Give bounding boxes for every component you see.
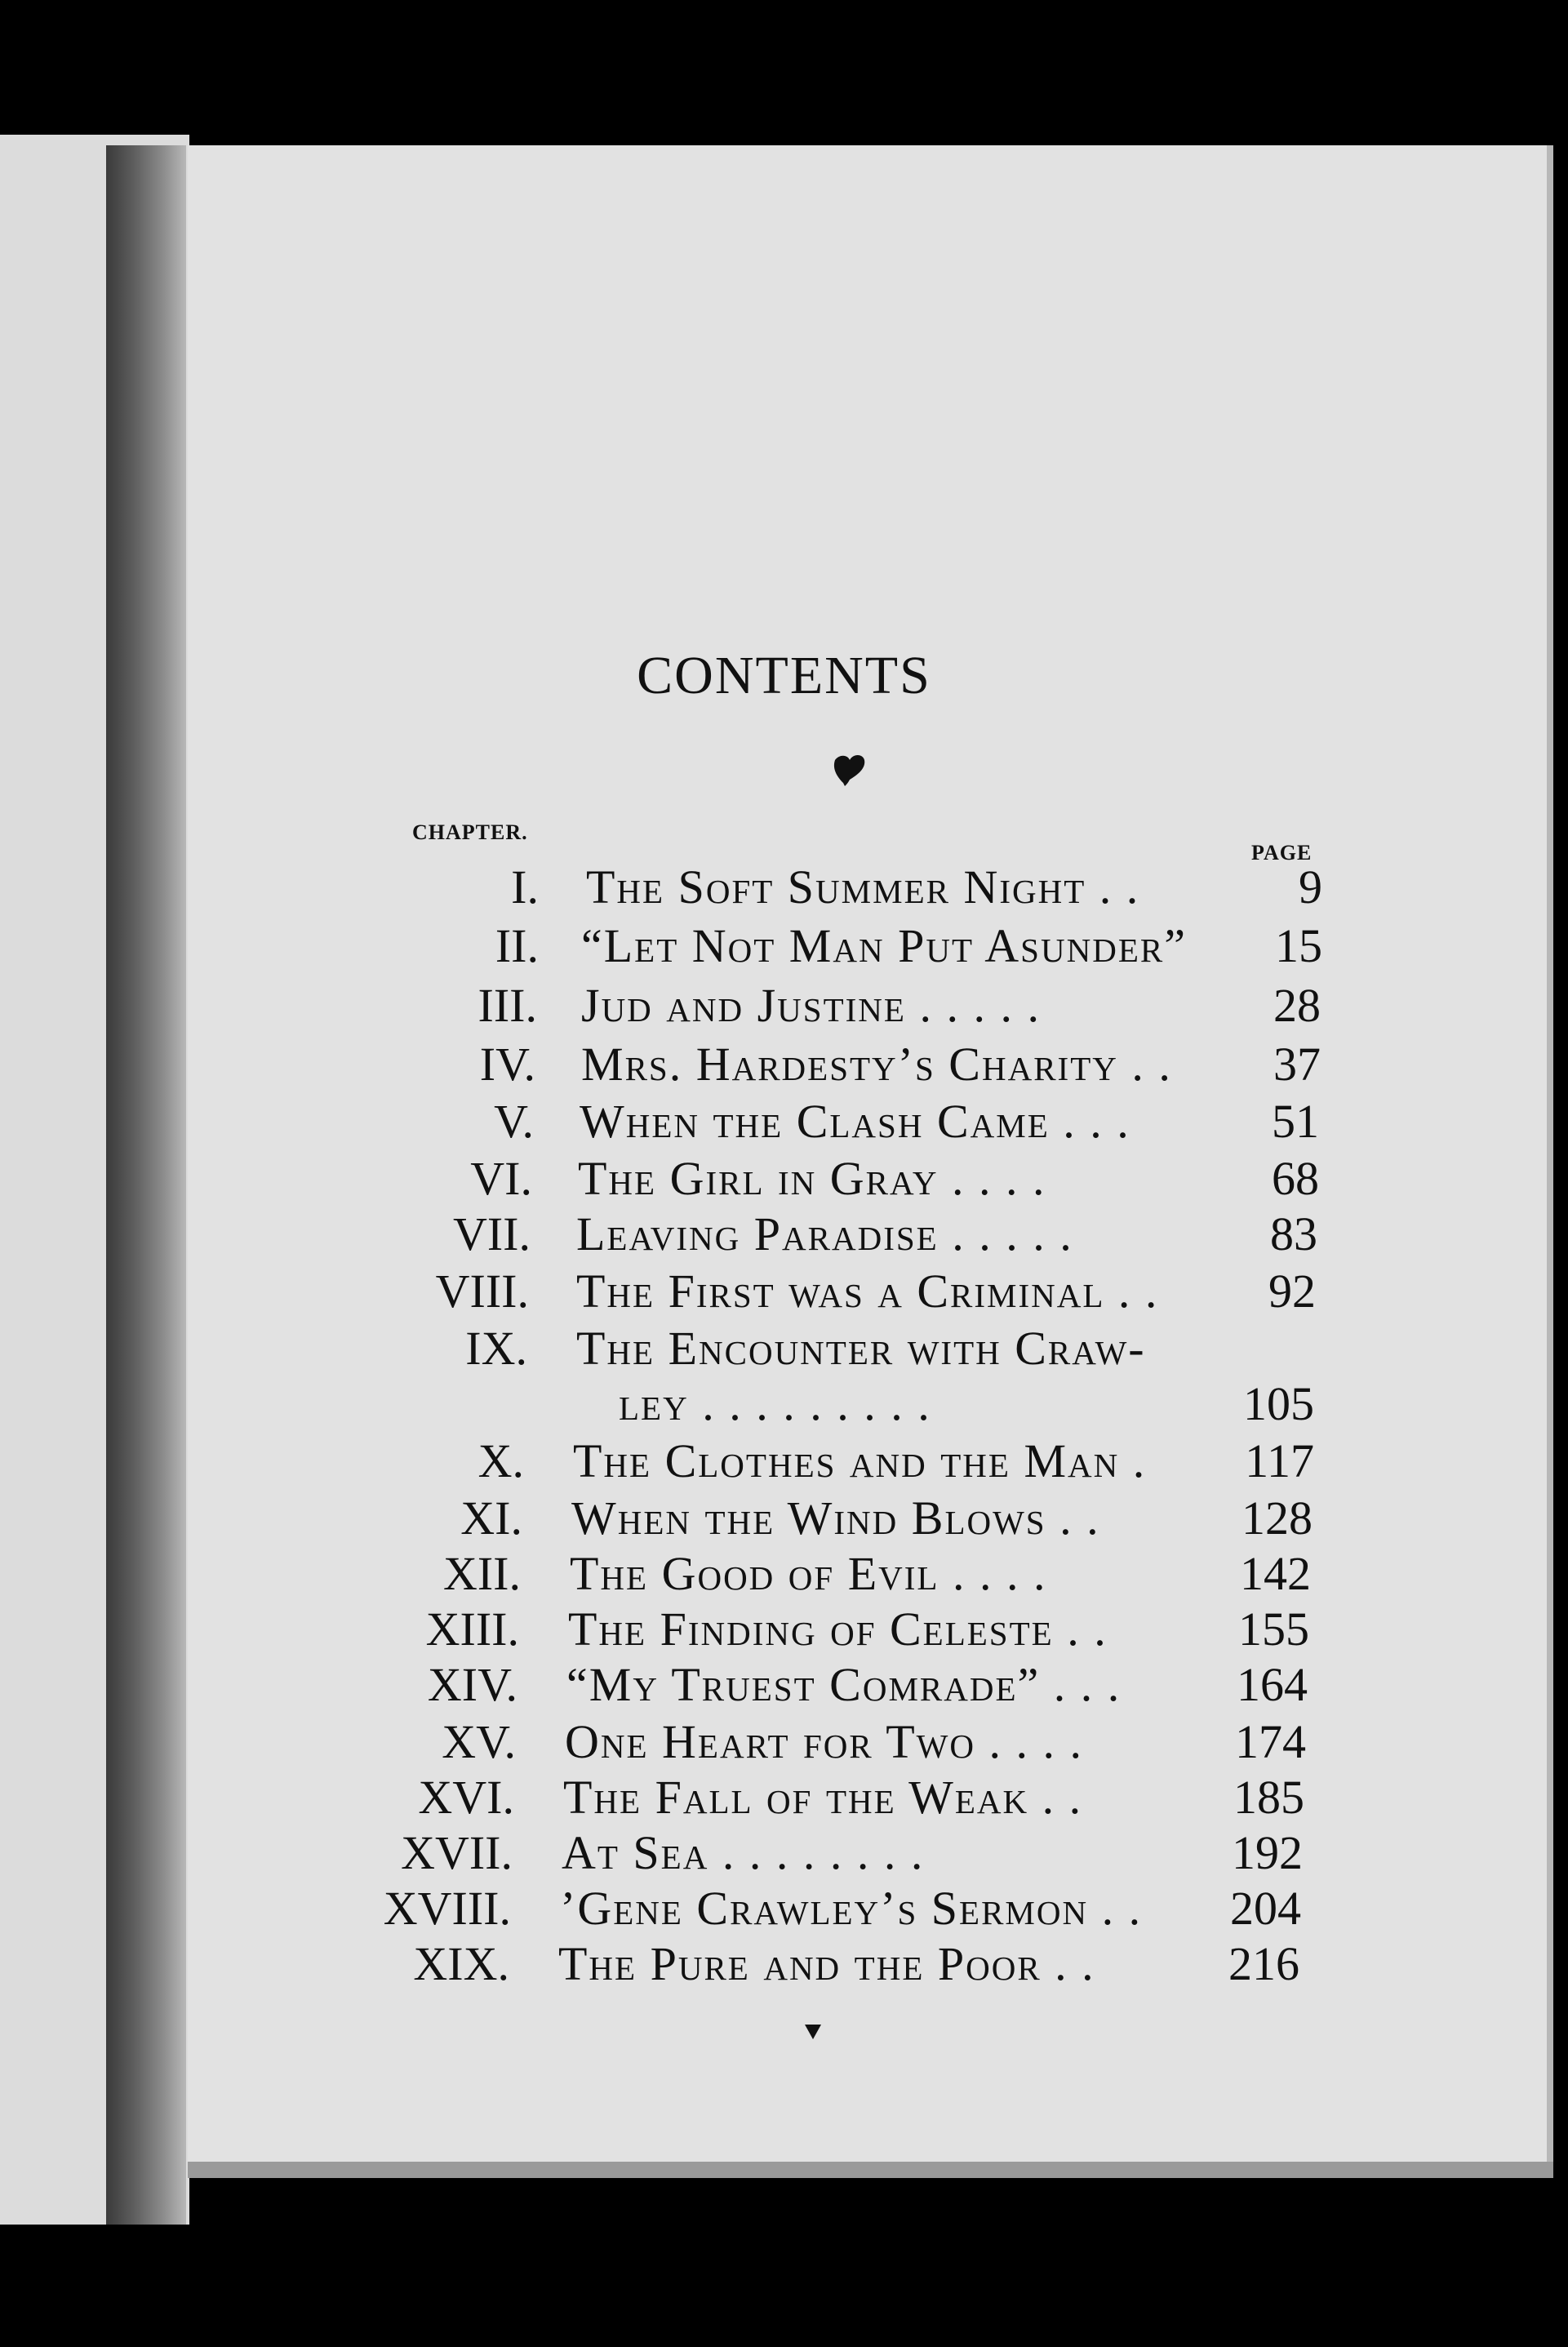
chapter-page: 174 — [1235, 1715, 1306, 1768]
chapter-page: 142 — [1240, 1547, 1311, 1600]
chapter-title: The Finding of Celeste . . — [568, 1602, 1108, 1656]
chapter-number: VI. — [470, 1152, 532, 1205]
chapter-title: The Good of Evil . . . . — [570, 1547, 1047, 1600]
down-triangle-icon — [805, 2025, 821, 2039]
chapter-number: X. — [478, 1434, 524, 1487]
chapter-title: ’Gene Crawley’s Sermon . . — [560, 1882, 1143, 1935]
chapter-page: 105 — [1243, 1377, 1314, 1430]
chapter-number: XII. — [442, 1547, 521, 1600]
chapter-number: VIII. — [435, 1265, 529, 1318]
chapter-number: XIII. — [425, 1602, 519, 1656]
chapter-page: 128 — [1242, 1491, 1313, 1545]
chapter-title: The Soft Summer Night . . — [586, 860, 1140, 913]
chapter-column-header: CHAPTER. — [412, 820, 528, 844]
chapter-title: Mrs. Hardesty’s Charity . . — [581, 1038, 1172, 1091]
chapter-page: 92 — [1268, 1265, 1316, 1318]
chapter-page: 83 — [1270, 1207, 1317, 1260]
chapter-title: The Clothes and the Man . — [573, 1434, 1147, 1487]
chapter-number: XVIII. — [383, 1882, 511, 1935]
chapter-page: 37 — [1273, 1038, 1321, 1091]
chapter-page: 15 — [1275, 919, 1322, 972]
page-column-header: PAGE — [1251, 841, 1313, 865]
chapter-page: 164 — [1237, 1658, 1308, 1711]
chapter-number: II. — [495, 919, 539, 972]
chapter-number: XIX. — [413, 1937, 509, 1990]
chapter-title: “My Truest Comrade” . . . — [566, 1658, 1122, 1711]
chapter-number: XIV. — [427, 1658, 517, 1711]
page-title: CONTENTS — [637, 646, 931, 705]
chapter-title: At Sea . . . . . . . . — [562, 1826, 925, 1879]
chapter-title: The Pure and the Poor . . — [558, 1937, 1095, 1990]
chapter-page: 9 — [1299, 860, 1322, 913]
chapter-page: 68 — [1272, 1152, 1319, 1205]
chapter-number: VII. — [452, 1207, 531, 1260]
chapter-page: 204 — [1230, 1882, 1301, 1935]
chapter-title: Leaving Paradise . . . . . — [576, 1207, 1073, 1260]
chapter-number: XVII. — [401, 1826, 513, 1879]
chapter-title: The Girl in Gray . . . . — [578, 1152, 1046, 1205]
chapter-title: When the Clash Came . . . — [580, 1095, 1130, 1148]
chapter-page: 117 — [1245, 1434, 1314, 1487]
chapter-title: When the Wind Blows . . — [571, 1491, 1100, 1545]
chapter-page: 51 — [1272, 1095, 1319, 1148]
chapter-title: Jud and Justine . . . . . — [581, 979, 1041, 1032]
chapter-title: “Let Not Man Put Asunder” — [581, 919, 1187, 972]
chapter-page: 192 — [1232, 1826, 1303, 1879]
chapter-number: XVI. — [418, 1771, 514, 1824]
chapter-number: XV. — [442, 1715, 516, 1768]
chapter-title: The Encounter with Craw- — [576, 1322, 1146, 1375]
chapter-number: IX. — [465, 1322, 527, 1375]
chapter-number: I. — [511, 860, 539, 913]
chapter-number: IV. — [479, 1038, 535, 1091]
chapter-page: 28 — [1273, 979, 1321, 1032]
chapter-number: XI. — [460, 1491, 522, 1545]
chapter-title: One Heart for Two . . . . — [565, 1715, 1083, 1768]
chapter-page: 185 — [1233, 1771, 1304, 1824]
chapter-number: V. — [494, 1095, 534, 1148]
chapter-page: 216 — [1228, 1937, 1299, 1990]
chapter-page: 155 — [1238, 1602, 1309, 1656]
chapter-title: The First was a Criminal . . — [576, 1265, 1159, 1318]
chapter-number: III. — [478, 979, 537, 1032]
chapter-title: ley . . . . . . . . . — [619, 1377, 931, 1430]
chapter-title: The Fall of the Weak . . — [563, 1771, 1083, 1824]
